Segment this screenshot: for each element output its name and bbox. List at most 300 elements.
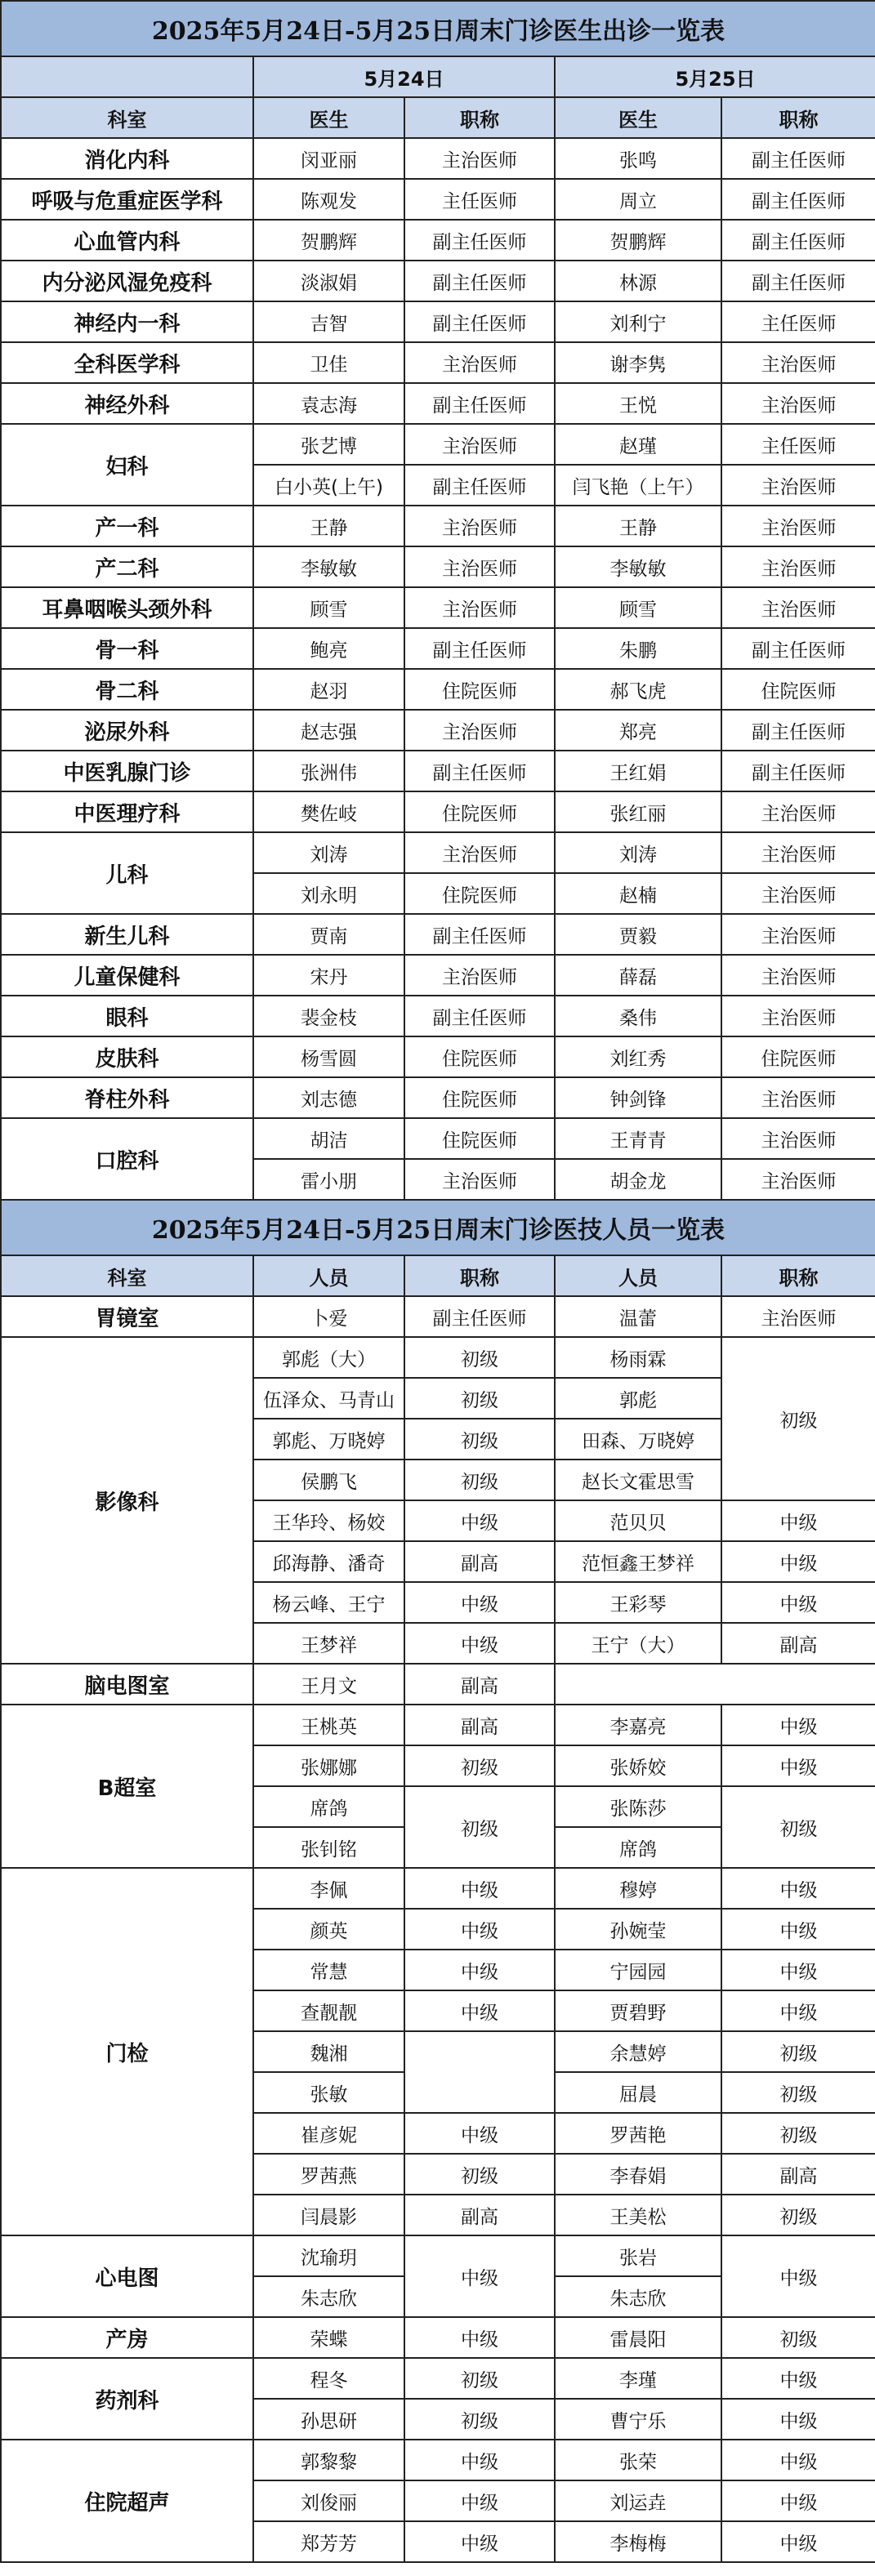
dept-cell: 胃镜室 [1, 1296, 253, 1337]
dept-cell: 口腔科 [1, 1118, 253, 1200]
title-cell: 住院医师 [404, 669, 555, 710]
staff-cell: 曹宁乐 [555, 2399, 721, 2440]
staff-cell: 杨雪圆 [253, 1036, 404, 1077]
staff-cell: 魏湘 [253, 2031, 404, 2072]
title-cell: 主治医师 [721, 996, 875, 1036]
table-row [1, 1664, 875, 1705]
title-cell: 副主任医师 [721, 628, 875, 669]
staff-cell: 郭彪 [555, 1378, 721, 1419]
title-cell: 初级 [404, 1460, 555, 1500]
table-row [1, 832, 875, 873]
title-cell: 住院医师 [721, 669, 875, 710]
title-cell: 中级 [721, 1745, 875, 1786]
title-cell: 主治医师 [721, 465, 875, 506]
staff-cell: 李嘉亮 [555, 1705, 721, 1745]
staff-cell: 郭彪（大） [253, 1337, 404, 1378]
title-cell: 中级 [721, 2480, 875, 2521]
column-header-staff: 人员 [253, 1255, 404, 1296]
staff-cell: 宋丹 [253, 955, 404, 996]
dept-cell: 全科医学科 [1, 342, 253, 383]
title-cell: 中级 [404, 1500, 555, 1541]
table-row [1, 1036, 875, 1077]
title-cell: 副高 [404, 1664, 555, 1705]
staff-cell: 荣蝶 [253, 2317, 404, 2358]
staff-cell: 刘红秀 [555, 1036, 721, 1077]
staff-cell: 刘志德 [253, 1077, 404, 1118]
staff-cell: 郭彪、万晓婷 [253, 1419, 404, 1460]
title-cell: 副主任医师 [404, 220, 555, 261]
staff-cell: 李敏敏 [253, 546, 404, 587]
dept-cell: 妇科 [1, 424, 253, 506]
staff-cell: 席鸽 [555, 1827, 721, 1868]
staff-cell: 樊佐岐 [253, 791, 404, 832]
table-row [1, 506, 875, 546]
staff-cell: 林源 [555, 261, 721, 301]
dept-cell: B超室 [1, 1705, 253, 1868]
staff-cell: 郝飞虎 [555, 669, 721, 710]
title-cell: 初级 [721, 1337, 875, 1500]
staff-cell: 朱志欣 [253, 2276, 404, 2317]
column-header-title: 职称 [404, 97, 555, 138]
title-cell: 初级 [404, 1378, 555, 1419]
table-row [1, 751, 875, 791]
staff-cell: 贺鹏辉 [555, 220, 721, 261]
dept-cell: 心电图 [1, 2235, 253, 2317]
title-cell: 中级 [404, 2235, 555, 2317]
staff-cell: 沈瑜玥 [253, 2235, 404, 2276]
staff-cell: 宁园园 [555, 1950, 721, 1990]
table-row [1, 179, 875, 220]
staff-cell: 赵志强 [253, 710, 404, 751]
staff-cell: 郑芳芳 [253, 2521, 404, 2562]
title-cell: 副高 [404, 1705, 555, 1745]
staff-cell: 赵长文霍思雪 [555, 1460, 721, 1500]
staff-cell: 白小英(上午) [253, 465, 404, 506]
staff-cell: 张岩 [555, 2235, 721, 2276]
dept-cell: 门检 [1, 1868, 253, 2235]
staff-cell: 查靓靓 [253, 1990, 404, 2031]
table-row [1, 669, 875, 710]
title-cell: 副主任医师 [404, 1296, 555, 1337]
table-row [1, 383, 875, 424]
dept-cell: 脑电图室 [1, 1664, 253, 1705]
staff-cell: 李梅梅 [555, 2521, 721, 2562]
dept-cell: 儿科 [1, 832, 253, 914]
title-cell: 中级 [404, 2317, 555, 2358]
title-cell: 中级 [404, 1909, 555, 1950]
title-cell: 中级 [721, 2235, 875, 2317]
title-cell: 初级 [721, 2317, 875, 2358]
staff-cell: 郑亮 [555, 710, 721, 751]
title-cell: 中级 [721, 1705, 875, 1745]
title-cell: 初级 [721, 2113, 875, 2154]
dept-cell: 消化内科 [1, 138, 253, 179]
title-cell: 主任医师 [721, 301, 875, 342]
title-cell: 中级 [404, 1582, 555, 1623]
title-cell: 主治医师 [404, 342, 555, 383]
staff-cell: 王月文 [253, 1664, 404, 1705]
title-cell: 主治医师 [721, 342, 875, 383]
table-row [1, 1118, 875, 1159]
table-row [1, 342, 875, 383]
title-cell: 副高 [721, 2154, 875, 2195]
title-cell: 主治医师 [721, 832, 875, 873]
staff-cell: 程冬 [253, 2358, 404, 2399]
staff-cell: 谢李隽 [555, 342, 721, 383]
dept-cell: 内分泌风湿免疫科 [1, 261, 253, 301]
title-cell: 中级 [721, 1541, 875, 1582]
staff-cell: 贺鹏辉 [253, 220, 404, 261]
staff-cell: 刘涛 [253, 832, 404, 873]
day2-header: 5月25日 [555, 56, 875, 97]
title-cell: 住院医师 [404, 1118, 555, 1159]
staff-cell: 刘涛 [555, 832, 721, 873]
title-cell: 初级 [404, 1337, 555, 1378]
title-cell: 中级 [721, 1909, 875, 1950]
staff-cell: 崔彦妮 [253, 2113, 404, 2154]
title-cell: 主治医师 [721, 546, 875, 587]
column-header-title: 职称 [721, 97, 875, 138]
column-header-doctor: 医生 [555, 97, 721, 138]
table-row [1, 301, 875, 342]
column-header-dept: 科室 [1, 97, 253, 138]
dept-cell: 皮肤科 [1, 1036, 253, 1077]
staff-cell: 王静 [253, 506, 404, 546]
table-row [1, 220, 875, 261]
staff-cell: 顾雪 [253, 587, 404, 628]
doctor-table-body [1, 138, 875, 1200]
dept-cell: 中医乳腺门诊 [1, 751, 253, 791]
staff-cell: 王静 [555, 506, 721, 546]
table-row [1, 1705, 875, 1745]
table-row [1, 1296, 875, 1337]
title-cell: 主治医师 [721, 1118, 875, 1159]
title-cell: 副主任医师 [404, 383, 555, 424]
title-cell: 主治医师 [721, 1077, 875, 1118]
title-cell: 初级 [404, 2358, 555, 2399]
staff-cell: 吉智 [253, 301, 404, 342]
staff-cell: 陈观发 [253, 179, 404, 220]
staff-cell: 席鸽 [253, 1786, 404, 1827]
title-cell: 主治医师 [721, 506, 875, 546]
staff-cell: 刘永明 [253, 873, 404, 914]
staff-cell [555, 1664, 875, 1705]
table-row [1, 1868, 875, 1909]
title-cell: 主治医师 [404, 955, 555, 996]
staff-cell: 孙婉莹 [555, 1909, 721, 1950]
title-cell: 中级 [721, 1950, 875, 1990]
title-cell: 主治医师 [404, 1159, 555, 1200]
title-cell: 住院医师 [404, 791, 555, 832]
title-cell: 副主任医师 [404, 914, 555, 955]
title-cell: 副主任医师 [721, 751, 875, 791]
staff-cell: 王红娟 [555, 751, 721, 791]
doctor-table-title: 2025年5月24日-5月25日周末门诊医生出诊一览表 [1, 1, 875, 56]
dept-cell: 骨一科 [1, 628, 253, 669]
title-cell: 主治医师 [404, 710, 555, 751]
title-cell: 中级 [721, 2399, 875, 2440]
title-cell: 住院医师 [721, 1036, 875, 1077]
dept-cell: 耳鼻咽喉头颈外科 [1, 587, 253, 628]
staff-cell: 薛磊 [555, 955, 721, 996]
table-row [1, 710, 875, 751]
title-cell: 中级 [404, 1990, 555, 2031]
staff-cell: 王梦祥 [253, 1623, 404, 1664]
table-row [1, 2317, 875, 2358]
title-cell: 住院医师 [404, 873, 555, 914]
staff-cell: 王桃英 [253, 1705, 404, 1745]
staff-cell: 李敏敏 [555, 546, 721, 587]
title-cell: 主治医师 [721, 383, 875, 424]
staff-cell: 孙思研 [253, 2399, 404, 2440]
staff-cell: 淡淑娟 [253, 261, 404, 301]
title-cell: 初级 [404, 2399, 555, 2440]
title-cell: 初级 [721, 2195, 875, 2235]
title-cell: 初级 [721, 1786, 875, 1868]
table-row [1, 1077, 875, 1118]
title-cell: 初级 [404, 2154, 555, 2195]
staff-cell: 闫飞艳（上午） [555, 465, 721, 506]
column-header-title: 职称 [721, 1255, 875, 1296]
staff-cell: 王彩琴 [555, 1582, 721, 1623]
title-cell: 初级 [404, 1786, 555, 1868]
title-cell: 中级 [721, 2358, 875, 2399]
dept-cell: 新生儿科 [1, 914, 253, 955]
dept-cell: 产一科 [1, 506, 253, 546]
title-cell: 主治医师 [404, 587, 555, 628]
staff-cell: 王华玲、杨姣 [253, 1500, 404, 1541]
title-cell: 副主任医师 [721, 710, 875, 751]
title-cell [404, 2031, 555, 2113]
staff-cell: 朱鹏 [555, 628, 721, 669]
title-cell: 副主任医师 [404, 301, 555, 342]
staff-cell: 贾碧野 [555, 1990, 721, 2031]
title-cell: 主治医师 [404, 546, 555, 587]
title-cell: 住院医师 [404, 1036, 555, 1077]
table-row [1, 2440, 875, 2480]
tech-table-body [1, 1296, 875, 2562]
table-row [1, 955, 875, 996]
title-cell: 中级 [721, 1990, 875, 2031]
title-cell: 中级 [721, 2440, 875, 2480]
staff-cell: 赵羽 [253, 669, 404, 710]
staff-cell: 张红丽 [555, 791, 721, 832]
staff-cell: 朱志欣 [555, 2276, 721, 2317]
column-header-dept: 科室 [1, 1255, 253, 1296]
table-row [1, 996, 875, 1036]
staff-cell: 李春娟 [555, 2154, 721, 2195]
staff-cell: 赵楠 [555, 873, 721, 914]
staff-cell: 刘运垚 [555, 2480, 721, 2521]
table-row [1, 2235, 875, 2276]
staff-cell: 李瑾 [555, 2358, 721, 2399]
title-cell: 主治医师 [404, 832, 555, 873]
staff-cell: 常慧 [253, 1950, 404, 1990]
staff-cell: 伍泽众、马青山 [253, 1378, 404, 1419]
staff-cell: 余慧婷 [555, 2031, 721, 2072]
title-cell: 初级 [404, 1745, 555, 1786]
staff-cell: 张洲伟 [253, 751, 404, 791]
staff-cell: 范恒鑫王梦祥 [555, 1541, 721, 1582]
staff-cell: 杨云峰、王宁 [253, 1582, 404, 1623]
staff-cell: 刘利宁 [555, 301, 721, 342]
staff-cell: 王宁（大） [555, 1623, 721, 1664]
staff-cell: 张钊铭 [253, 1827, 404, 1868]
table-row [1, 138, 875, 179]
dept-cell: 产房 [1, 2317, 253, 2358]
title-cell: 中级 [721, 1500, 875, 1541]
column-header-doctor: 医生 [253, 97, 404, 138]
title-cell: 主治医师 [721, 914, 875, 955]
title-cell: 主治医师 [721, 1296, 875, 1337]
title-cell: 中级 [404, 1868, 555, 1909]
day1-header: 5月24日 [253, 56, 555, 97]
staff-cell: 雷小朋 [253, 1159, 404, 1200]
dept-cell: 药剂科 [1, 2358, 253, 2440]
dept-cell: 神经内一科 [1, 301, 253, 342]
dept-cell: 影像科 [1, 1337, 253, 1664]
title-cell: 主治医师 [721, 955, 875, 996]
staff-cell: 罗茜艳 [555, 2113, 721, 2154]
staff-cell: 胡洁 [253, 1118, 404, 1159]
dept-cell: 儿童保健科 [1, 955, 253, 996]
staff-cell: 张敏 [253, 2072, 404, 2113]
staff-cell: 杨雨霖 [555, 1337, 721, 1378]
title-cell: 住院医师 [404, 1077, 555, 1118]
dept-cell: 中医理疗科 [1, 791, 253, 832]
staff-cell: 闵亚丽 [253, 138, 404, 179]
title-cell: 中级 [404, 2113, 555, 2154]
dept-cell: 脊柱外科 [1, 1077, 253, 1118]
title-cell: 副高 [404, 1541, 555, 1582]
staff-cell: 卜爱 [253, 1296, 404, 1337]
staff-cell: 张娜娜 [253, 1745, 404, 1786]
staff-cell: 卫佳 [253, 342, 404, 383]
title-cell: 中级 [404, 2521, 555, 2562]
staff-cell: 张鸣 [555, 138, 721, 179]
staff-cell: 顾雪 [555, 587, 721, 628]
column-header-title: 职称 [404, 1255, 555, 1296]
title-cell: 副主任医师 [721, 179, 875, 220]
staff-cell: 田森、万晓婷 [555, 1419, 721, 1460]
title-cell: 初级 [721, 2031, 875, 2072]
title-cell: 副主任医师 [721, 261, 875, 301]
title-cell: 中级 [404, 1950, 555, 1990]
staff-cell: 张荣 [555, 2440, 721, 2480]
title-cell: 中级 [721, 2521, 875, 2562]
title-cell: 中级 [404, 2480, 555, 2521]
table-row [1, 1337, 875, 1378]
staff-cell: 温蕾 [555, 1296, 721, 1337]
title-cell: 主治医师 [721, 1159, 875, 1200]
title-cell: 主任医师 [721, 424, 875, 465]
table-row [1, 914, 875, 955]
staff-cell: 桑伟 [555, 996, 721, 1036]
staff-cell: 颜英 [253, 1909, 404, 1950]
staff-cell: 袁志海 [253, 383, 404, 424]
staff-cell: 王美松 [555, 2195, 721, 2235]
title-cell: 副主任医师 [404, 751, 555, 791]
column-header-staff: 人员 [555, 1255, 721, 1296]
title-cell: 副高 [721, 1623, 875, 1664]
table-row [1, 587, 875, 628]
staff-cell: 刘俊丽 [253, 2480, 404, 2521]
title-cell: 主治医师 [721, 791, 875, 832]
dept-cell: 产二科 [1, 546, 253, 587]
title-cell: 初级 [721, 2072, 875, 2113]
tech-table-title: 2025年5月24日-5月25日周末门诊医技人员一览表 [1, 1200, 875, 1255]
dept-cell: 泌尿外科 [1, 710, 253, 751]
title-cell: 主治医师 [404, 506, 555, 546]
staff-cell: 王悦 [555, 383, 721, 424]
title-cell: 副主任医师 [404, 261, 555, 301]
dept-cell: 神经外科 [1, 383, 253, 424]
title-cell: 中级 [404, 1623, 555, 1664]
title-cell: 主任医师 [404, 179, 555, 220]
staff-cell: 李佩 [253, 1868, 404, 1909]
table-row [1, 424, 875, 465]
staff-cell: 贾南 [253, 914, 404, 955]
staff-cell: 鲍亮 [253, 628, 404, 669]
title-cell: 主治医师 [721, 873, 875, 914]
staff-cell: 穆婷 [555, 1868, 721, 1909]
staff-cell: 罗茜燕 [253, 2154, 404, 2195]
staff-cell: 范贝贝 [555, 1500, 721, 1541]
title-cell: 中级 [404, 2440, 555, 2480]
table-row [1, 546, 875, 587]
dept-cell: 心血管内科 [1, 220, 253, 261]
title-cell: 初级 [404, 1419, 555, 1460]
staff-cell: 赵瑾 [555, 424, 721, 465]
title-cell: 副主任医师 [404, 996, 555, 1036]
staff-cell: 张陈莎 [555, 1786, 721, 1827]
tech-table-header [1, 1200, 875, 1296]
staff-cell: 胡金龙 [555, 1159, 721, 1200]
staff-cell: 闫晨影 [253, 2195, 404, 2235]
title-cell: 副主任医师 [404, 628, 555, 669]
staff-cell: 张娇姣 [555, 1745, 721, 1786]
title-cell: 主治医师 [404, 424, 555, 465]
staff-cell: 郭黎黎 [253, 2440, 404, 2480]
table-row [1, 261, 875, 301]
day-header-spacer [1, 56, 253, 97]
title-cell: 主治医师 [721, 587, 875, 628]
staff-cell: 雷晨阳 [555, 2317, 721, 2358]
title-cell: 中级 [721, 1868, 875, 1909]
staff-cell: 王青青 [555, 1118, 721, 1159]
table-row [1, 791, 875, 832]
staff-cell: 屈晨 [555, 2072, 721, 2113]
title-cell: 副主任医师 [721, 138, 875, 179]
title-cell: 副高 [404, 2195, 555, 2235]
dept-cell: 眼科 [1, 996, 253, 1036]
title-cell: 副主任医师 [404, 465, 555, 506]
title-cell: 中级 [721, 1582, 875, 1623]
table-row [1, 2358, 875, 2399]
title-cell: 副主任医师 [721, 220, 875, 261]
staff-cell: 裴金枝 [253, 996, 404, 1036]
staff-cell: 侯鹏飞 [253, 1460, 404, 1500]
staff-cell: 邱海静、潘奇 [253, 1541, 404, 1582]
staff-cell: 张艺博 [253, 424, 404, 465]
dept-cell: 骨二科 [1, 669, 253, 710]
staff-cell: 贾毅 [555, 914, 721, 955]
staff-cell: 周立 [555, 179, 721, 220]
dept-cell: 住院超声 [1, 2440, 253, 2562]
title-cell: 主治医师 [404, 138, 555, 179]
staff-cell: 钟剑锋 [555, 1077, 721, 1118]
table-row [1, 628, 875, 669]
